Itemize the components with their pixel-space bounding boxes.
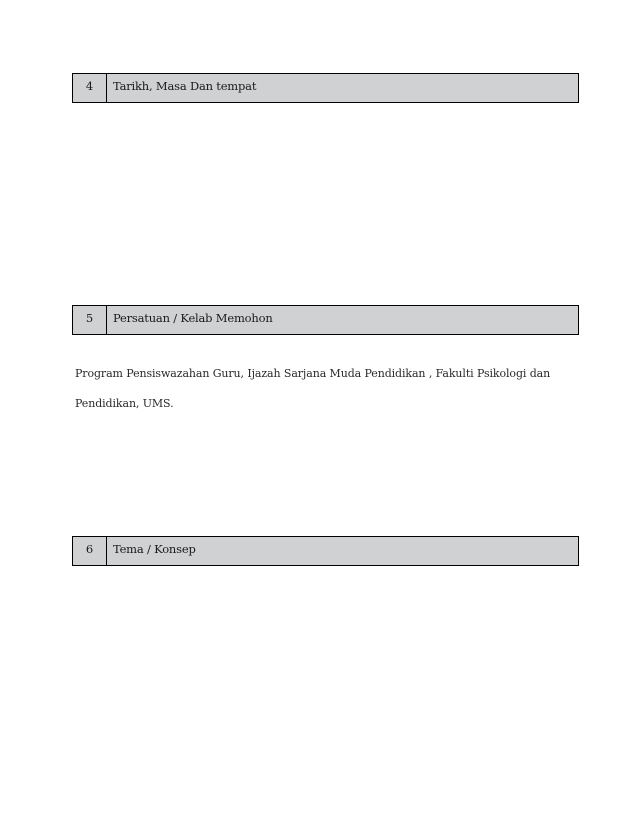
section-5-number: 5 (73, 306, 107, 334)
section-5-header (72, 305, 579, 335)
section-5-title: Persatuan / Kelab Memohon (107, 306, 578, 334)
section-6-title: Tema / Konsep (107, 537, 578, 565)
section-5-body-line-1: Program Pensiswazahan Guru, Ijazah Sarjana Muda Pendidikan , Fakulti Psikologi dan (75, 367, 551, 380)
section-6-number: 6 (73, 537, 107, 565)
section-4-header (72, 73, 579, 103)
section-4-number: 4 (73, 74, 107, 102)
section-6-header (72, 536, 579, 566)
section-4-title: Tarikh, Masa Dan tempat (107, 74, 578, 102)
section-5-body-line-2: Pendidikan, UMS. (75, 397, 174, 410)
